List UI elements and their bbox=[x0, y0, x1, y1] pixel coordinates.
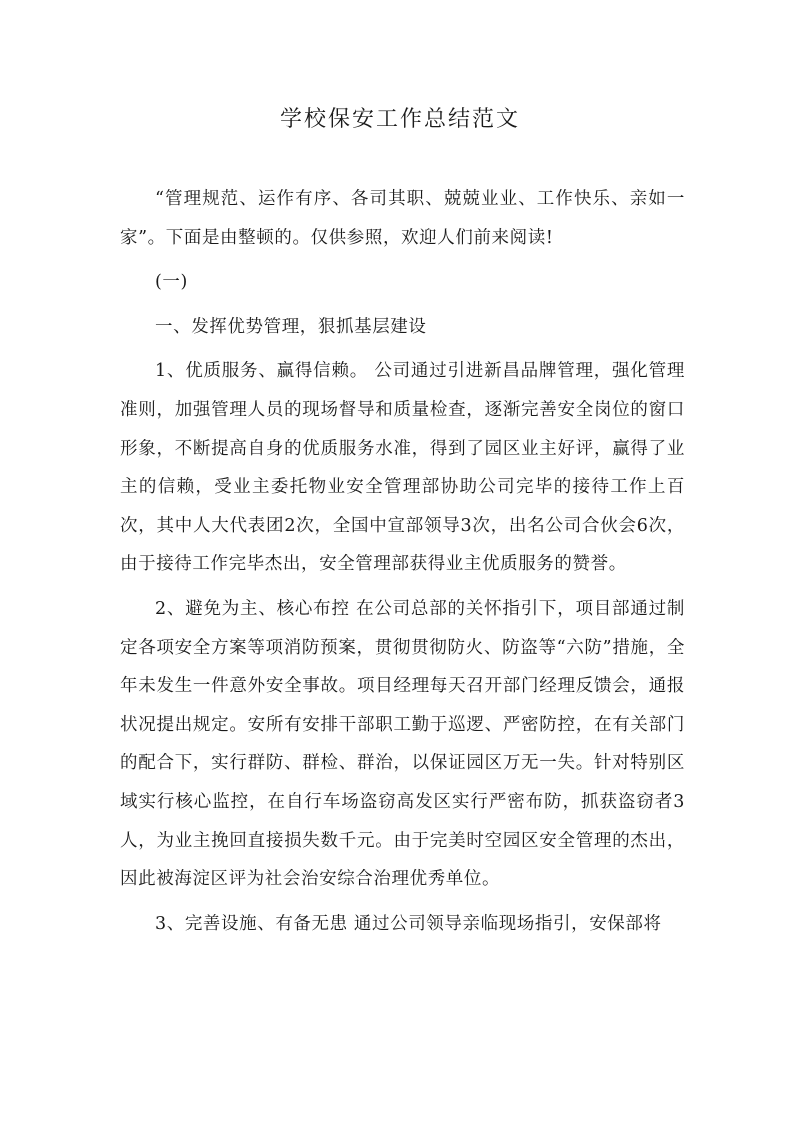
paragraph-heading: 一、发挥优势管理，狠抓基层建设 bbox=[155, 316, 427, 337]
paragraph-section-marker: (一) bbox=[155, 272, 188, 293]
paragraph-item-3: 3、完善设施、有备无患 通过公司领导亲临现场指引，安保部将 bbox=[155, 913, 662, 934]
paragraph-item-2: 2、避免为主、核心布控 在公司总部的关怀指引下，项目部通过制定各项安全方案等项消防预案，贯彻贯彻防火、防盗等“六防”措施，全年未发生一件意外安全事故。项目经理每天召开部门经理反馈会，通报状况提出规定。安所有安排干部职工勤于巡逻、严密防控，在有关部门的配合下，实行群防、群检、群治，以保证园区万无一失。针对特别区域实行核心监控，在自行车场盗窃高发区实行严密布防，抓获盗窃者3人，为业主挽回直接损失数千元。由于完美时空园区安全管理的杰出，因此被海淀区评为社会治安综合治理优秀单位。 bbox=[120, 598, 685, 890]
paragraph-item-1: 1、优质服务、赢得信赖。 公司通过引进新昌品牌管理，强化管理准则，加强管理人员的现场督导和质量检查，逐渐完善安全岗位的窗口形象，不断提高自身的优质服务水准，得到了园区业主好评，赢得了业主的信赖，受业主委托物业安全管理部协助公司完毕的接待工作上百次，其中人大代表团2次，全国中宣部领导3次，出名公司合伙会6次，由于接待工作完毕杰出，安全管理部获得业主优质服务的赞誉。 bbox=[120, 361, 685, 575]
paragraph-intro: “管理规范、运作有序、各司其职、兢兢业业、工作快乐、亲如一家”。下面是由整顿的。仅供参照，欢迎人们前来阅读! bbox=[120, 189, 685, 248]
document-body bbox=[120, 180, 685, 949]
document-title: 学校保安工作总结范文 bbox=[279, 107, 520, 132]
